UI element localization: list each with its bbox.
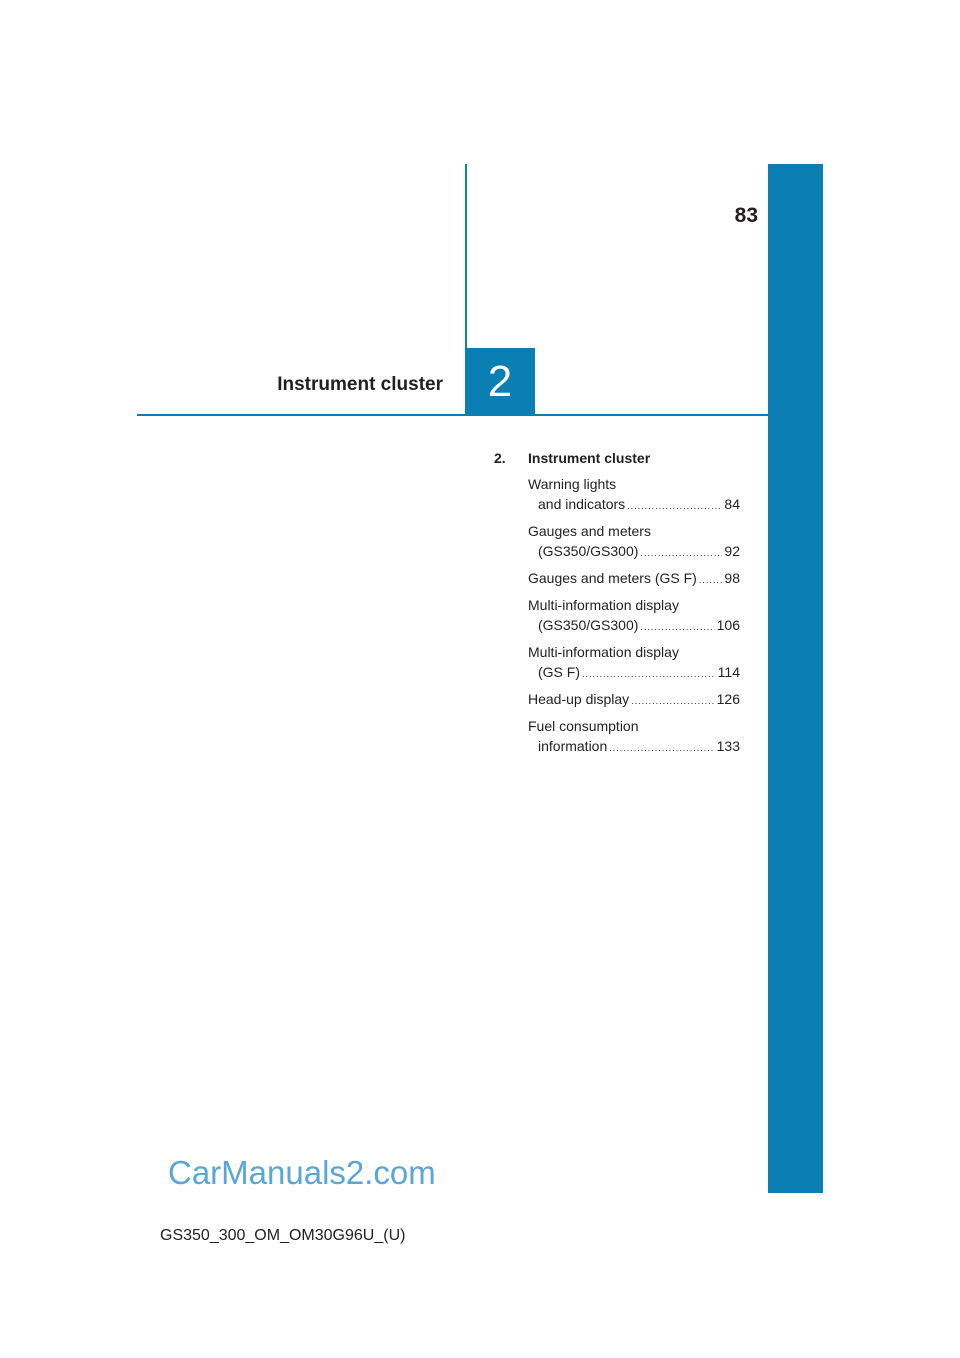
toc-entry-line1: Gauges and meters [528,523,651,539]
toc-entry-line1: Fuel consumption [528,718,639,734]
toc-entry-line1: Warning lights [528,476,617,492]
toc-entry-multi-info[interactable] [528,595,740,637]
toc-entry-page: 126 [716,691,740,707]
toc-entry-page: 98 [724,570,740,586]
chapter-title: Instrument cluster [277,374,443,395]
toc-entry-page: 114 [717,664,740,680]
toc-entry-head-up-display[interactable] [528,689,740,711]
toc-entry-fuel-consumption[interactable] [528,716,740,758]
toc-section-heading [494,450,650,466]
toc-entry-line2: (GS F) [538,664,580,680]
toc-entry-page: 133 [716,738,740,754]
dot-leader [609,738,714,758]
dot-leader [627,496,722,516]
chapter-number-tab: 2 [465,348,535,415]
vertical-rule [465,164,467,348]
toc-entry-line2: information [538,738,608,754]
dot-leader [640,617,714,637]
toc-entry-line2: Gauges and meters (GS F) [528,570,697,586]
toc-section-number: 2. [494,450,506,466]
footer-document-code: GS350_300_OM_OM30G96U_(U) [160,1227,406,1244]
dot-leader [582,664,716,684]
chapter-sidebar-bar [768,164,823,1193]
dot-leader [631,691,714,711]
watermark-logo: CarManuals2.com [168,1154,436,1191]
toc-entry-multi-info-gsf[interactable] [528,642,740,684]
toc-entry-page: 106 [716,617,740,633]
table-of-contents [528,474,740,763]
dot-leader [640,543,722,563]
toc-entry-line2: Head-up display [528,691,630,707]
toc-entry-line2: (GS350/GS300) [538,617,639,633]
toc-entry-warning-lights[interactable] [528,474,740,516]
toc-entry-line2: (GS350/GS300) [538,543,639,559]
toc-entry-line1: Multi-information display [528,597,679,613]
toc-section-title: Instrument cluster [528,450,651,466]
toc-entry-page: 92 [724,543,740,559]
toc-entry-line2: and indicators [538,496,626,512]
toc-entry-page: 84 [724,496,740,512]
toc-entry-gauges-meters[interactable] [528,521,740,563]
dot-leader [699,570,723,590]
toc-entry-gauges-meters-gsf[interactable] [528,568,740,590]
page-number: 83 [734,204,758,227]
toc-entry-line1: Multi-information display [528,644,679,660]
